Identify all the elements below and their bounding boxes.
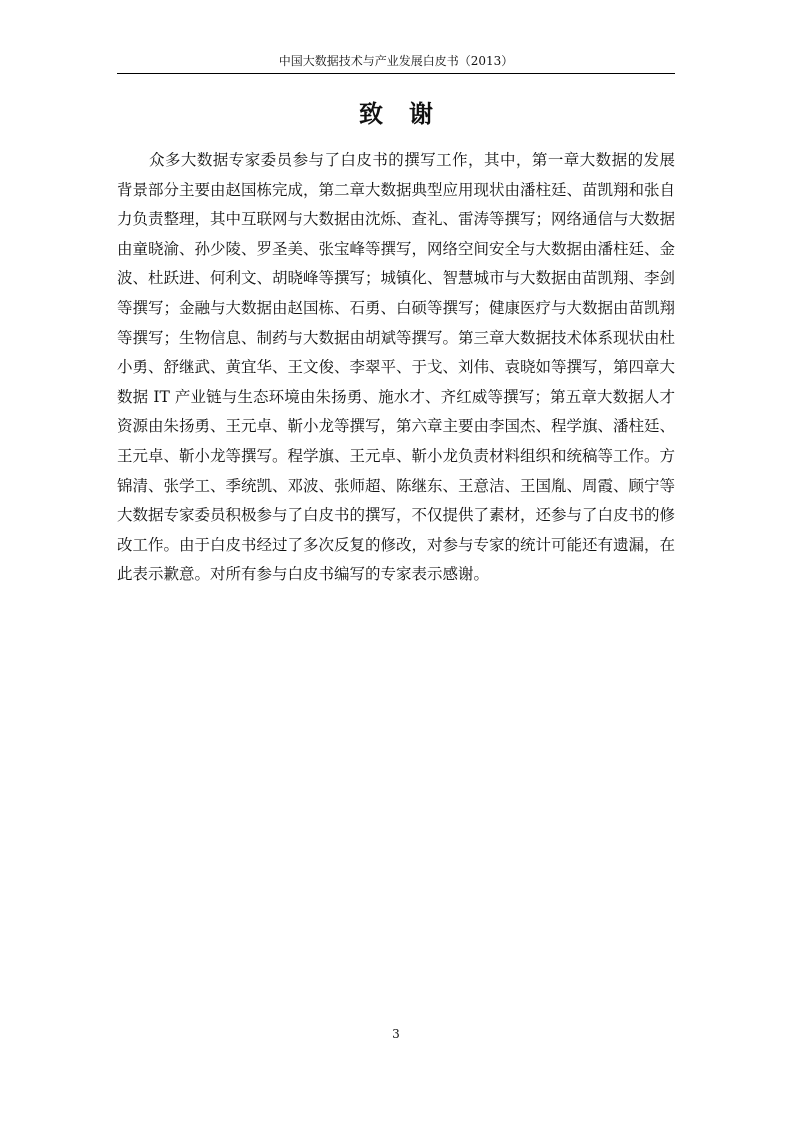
header-rule	[117, 73, 675, 74]
running-header: 中国大数据技术与产业发展白皮书（2013）	[278, 54, 514, 68]
page-number: 3	[392, 1027, 400, 1041]
page-title: 致谢	[359, 100, 459, 128]
acknowledgement-paragraph: 众多大数据专家委员参与了白皮书的撰写工作，其中，第一章大数据的发展背景部分主要由赵国栋完成，第二章大数据典型应用现状由潘柱廷、苗凯翔和张自力负责整理，其中互联网与大数据由沈烁、查礼、雷涛等撰写；网络通信与大数据由童晓渝、孙少陵、罗圣美、张宝峰等撰写，网络空间安全与大数据由潘柱廷、金波、杜跃进、何利文、胡晓峰等撰写；城镇化、智慧城市与大数据由苗凯翔、李剑等撰写；金融与大数据由赵国栋、石勇、白硕等撰写；健康医疗与大数据由苗凯翔等撰写；生物信息、制药与大数据由胡斌等撰写。第三章大数据技术体系现状由杜小勇、舒继武、黄宜华、王文俊、李翠平、于戈、刘伟、袁晓如等撰写，第四章大数据 IT 产业链与生态环境由朱扬勇、施水才、齐红威等撰写；第五章大数据人才资源由朱扬勇、王元卓、靳小龙等撰写，第六章主要由李国杰、程学旗、潘柱廷、王元卓、靳小龙等撰写。程学旗、王元卓、靳小龙负责材料组织和统稿等工作。方锦清、张学工、季统凯、邓波、张师超、陈继东、王意洁、王国胤、周霞、顾宁等大数据专家委员积极参与了白皮书的撰写，不仅提供了素材，还参与了白皮书的修改工作。由于白皮书经过了多次反复的修改，对参与专家的统计可能还有遗漏，在此表示歉意。对所有参与白皮书编写的专家表示感谢。	[117, 151, 676, 584]
